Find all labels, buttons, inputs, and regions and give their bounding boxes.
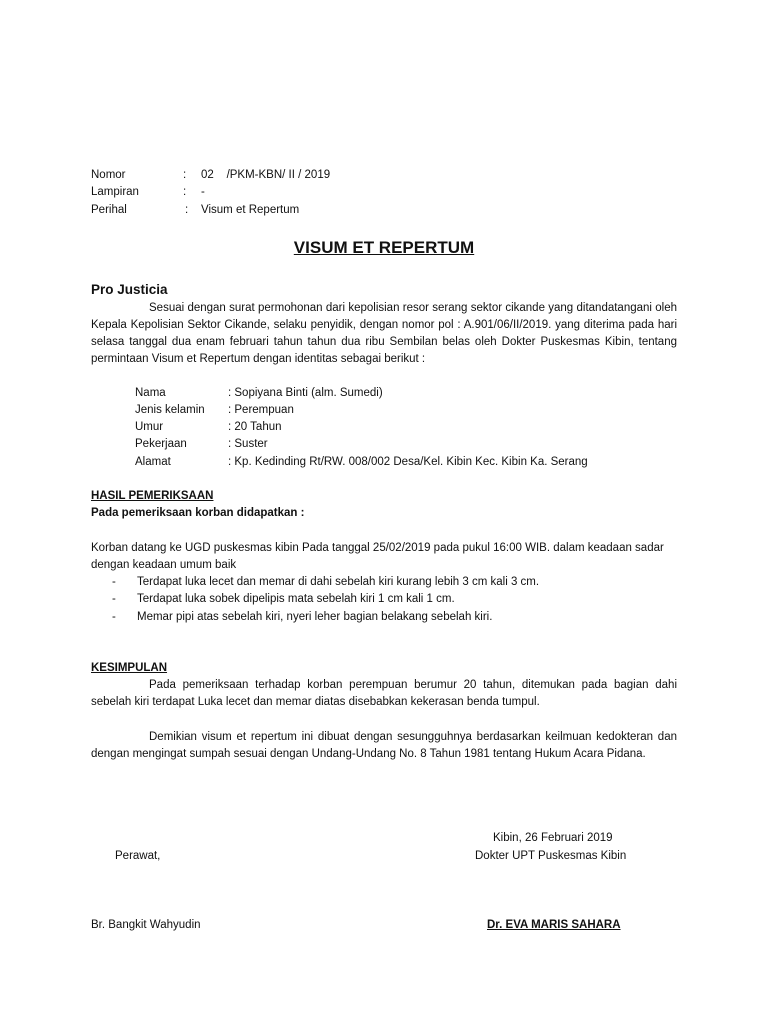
perihal-value: Visum et Repertum [201, 204, 300, 216]
identity-value: : Kp. Kedinding Rt/RW. 008/002 Desa/Kel. Kibin Kec. Kibin Ka. Serang [228, 456, 588, 468]
kesimpulan-paragraph-2: Demikian visum et repertum ini dibuat dengan sesungguhnya berdasarkan keilmuan kedokteran dan dengan mengingat sumpah sesuai dengan Undang-Undang No. 8 Tahun 1981 tentang Hukum Acara Pidana. [91, 731, 677, 760]
identity-value: : Suster [228, 438, 268, 450]
identity-label: Jenis kelamin [135, 404, 205, 416]
perihal-colon: : [185, 204, 189, 216]
identity-label: Alamat [135, 456, 171, 468]
nomor-label: Nomor [91, 169, 126, 181]
finding-text: Terdapat luka sobek dipelipis mata sebelah kiri 1 cm kali 1 cm. [137, 593, 455, 605]
nomor-value: 02 /PKM-KBN/ II / 2019 [201, 169, 331, 181]
hasil-subheading: Pada pemeriksaan korban didapatkan : [91, 507, 305, 519]
place-date: Kibin, 26 Februari 2019 [493, 832, 613, 844]
identity-value: : Sopiyana Binti (alm. Sumedi) [228, 387, 383, 399]
hasil-heading: HASIL PEMERIKSAAN [91, 490, 214, 502]
finding-dash: - [112, 611, 116, 623]
identity-label: Nama [135, 387, 166, 399]
lampiran-colon: : [183, 186, 187, 198]
left-signer-role: Perawat, [115, 850, 161, 862]
kesimpulan-paragraph-1: Pada pemeriksaan terhadap korban perempuan berumur 20 tahun, ditemukan pada bagian dahi sebelah kiri terdapat Luka lecet dan memar diatas disebabkan kekerasan benda tumpul. [91, 679, 677, 708]
perihal-label: Perihal [91, 204, 127, 216]
finding-dash: - [112, 576, 116, 588]
document-title: VISUM ET REPERTUM [293, 238, 475, 257]
identity-value: : 20 Tahun [228, 421, 282, 433]
right-signer-name: Dr. EVA MARIS SAHARA [487, 919, 621, 931]
identity-label: Pekerjaan [135, 438, 187, 450]
nomor-colon: : [183, 169, 187, 181]
lampiran-value: - [201, 186, 205, 198]
finding-dash: - [112, 593, 116, 605]
intro-paragraph: Sesuai dengan surat permohonan dari kepolisian resor serang sektor cikande yang ditandatangani oleh Kepala Kepolisian Sektor Cikande, selaku penyidik, dengan nomor pol : A.901/06/II/2019. yang diterima pada hari selasa tanggal dua enam februari tahun tahun dua ribu Sembilan belas oleh Dokter Puskesmas Kibin, tentang permintaan Visum et Repertum dengan identitas sebagai berikut : [91, 302, 677, 365]
hasil-paragraph: Korban datang ke UGD puskesmas kibin Pada tanggal 25/02/2019 pada pukul 16:00 WIB. dalam keadaan sadar dengan keadaan umum baik [91, 542, 664, 571]
finding-text: Memar pipi atas sebelah kiri, nyeri leher bagian belakang sebelah kiri. [137, 611, 493, 623]
lampiran-label: Lampiran [91, 186, 139, 198]
left-signer-name: Br. Bangkit Wahyudin [91, 919, 201, 931]
finding-text: Terdapat luka lecet dan memar di dahi sebelah kiri kurang lebih 3 cm kali 3 cm. [137, 576, 540, 588]
right-signer-role: Dokter UPT Puskesmas Kibin [475, 850, 627, 862]
identity-label: Umur [135, 421, 164, 433]
pro-justicia-heading: Pro Justicia [91, 282, 168, 297]
kesimpulan-heading: KESIMPULAN [91, 662, 168, 674]
identity-value: : Perempuan [228, 404, 294, 416]
